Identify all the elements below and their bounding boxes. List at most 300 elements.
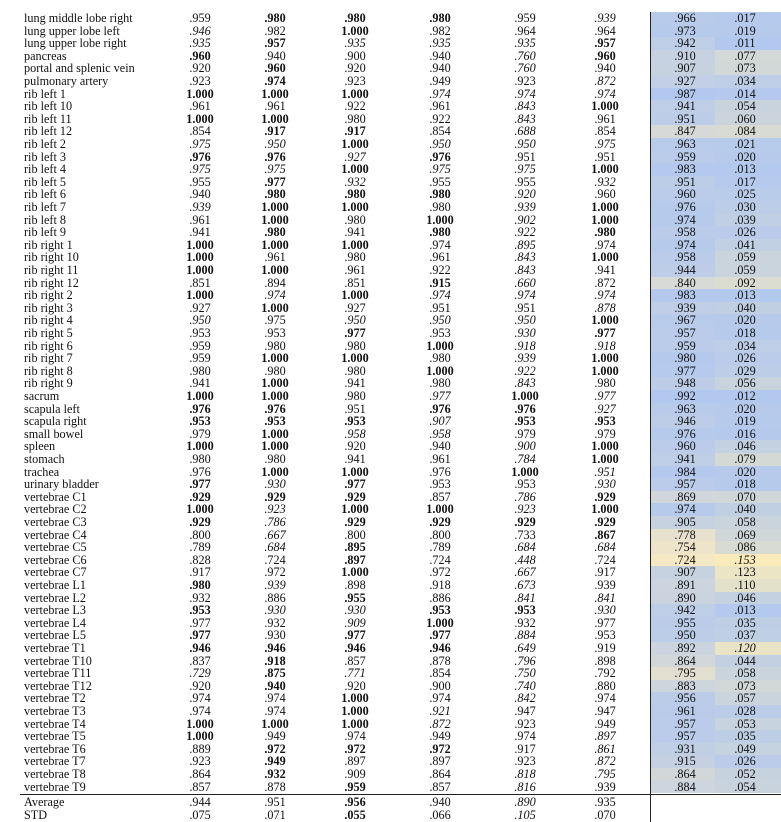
table-row [0, 692, 781, 705]
metric-cell: .886 [429, 590, 451, 605]
table-row [0, 554, 781, 567]
metric-cell: .975 [264, 313, 286, 328]
metric-cell: 1.000 [186, 263, 214, 277]
metric-cell: .920 [344, 61, 366, 76]
metric-cell: .910 [674, 48, 696, 63]
metric-cell: .927 [189, 300, 211, 315]
metric-cell: .939 [594, 779, 616, 794]
metric-cell: .854 [594, 124, 616, 139]
metric-cell: .949 [594, 716, 616, 731]
metric-cell: .950 [514, 137, 536, 151]
metric-cell: .075 [189, 807, 211, 822]
metric-cell: .917 [514, 741, 536, 756]
metric-cell: .073 [734, 61, 756, 76]
metric-cell: .940 [264, 48, 286, 63]
metric-cell: .956 [674, 691, 696, 706]
metric-cell: .977 [674, 363, 696, 378]
metric-cell: .073 [734, 678, 756, 693]
metric-cell: .039 [734, 212, 756, 227]
metric-cell: 1.000 [341, 23, 369, 38]
metric-cell: .956 [344, 795, 366, 810]
metric-cell: .917 [189, 565, 211, 580]
metric-cell: .976 [264, 149, 286, 164]
metric-cell: 1.000 [341, 691, 369, 706]
metric-cell: .975 [189, 137, 211, 151]
table-row [0, 214, 781, 227]
metric-cell: .800 [344, 527, 366, 542]
metric-cell: .030 [734, 200, 756, 214]
table-row [0, 100, 781, 113]
metric-cell: .949 [264, 729, 286, 744]
row-label: vertebrae L2 [24, 590, 86, 605]
metric-cell: .105 [514, 807, 536, 822]
row-label: vertebrae T12 [24, 678, 92, 693]
table-row [0, 705, 781, 718]
metric-cell: .974 [594, 86, 616, 101]
row-label: vertebrae T3 [24, 704, 86, 718]
metric-cell: .922 [514, 363, 536, 378]
metric-cell: .011 [734, 36, 756, 51]
metric-cell: .895 [514, 237, 536, 252]
metric-cell: .941 [344, 452, 366, 466]
metric-cell: .040 [734, 300, 756, 315]
metric-cell: .878 [594, 300, 616, 315]
summary-row [0, 809, 781, 822]
metric-cell: .733 [514, 527, 536, 542]
table-row [0, 163, 781, 176]
metric-cell: .953 [514, 414, 536, 429]
metric-cell: .976 [429, 149, 451, 164]
table-row [0, 327, 781, 340]
row-label: rib left 9 [24, 225, 66, 240]
table-row [0, 264, 781, 277]
metric-cell: .974 [264, 74, 286, 88]
metric-cell: .841 [594, 590, 616, 605]
metric-cell: .980 [264, 11, 286, 25]
row-label: rib left 1 [24, 86, 66, 101]
metric-cell: .953 [189, 603, 211, 618]
metric-cell: .857 [344, 653, 366, 668]
metric-cell: .897 [344, 754, 366, 769]
metric-cell: .958 [429, 426, 451, 441]
metric-cell: .957 [264, 36, 286, 51]
metric-cell: .980 [429, 11, 451, 25]
metric-cell: .940 [594, 61, 616, 76]
metric-cell: 1.000 [186, 389, 214, 403]
metric-cell: .034 [734, 338, 756, 353]
metric-cell: .953 [344, 414, 366, 429]
row-label: vertebrae C1 [24, 489, 87, 504]
metric-cell: .980 [264, 363, 286, 378]
metric-cell: .974 [594, 237, 616, 252]
metric-cell: .939 [594, 11, 616, 25]
metric-cell: .939 [674, 300, 696, 315]
metric-cell: 1.000 [591, 99, 619, 114]
metric-cell: 1.000 [186, 111, 214, 126]
metric-cell: .056 [734, 376, 756, 391]
metric-cell: .949 [264, 754, 286, 769]
metric-cell: .953 [264, 326, 286, 340]
row-label: rib left 12 [24, 124, 73, 139]
metric-cell: .951 [514, 300, 536, 315]
metric-cell: .069 [734, 527, 756, 542]
table-row [0, 541, 781, 554]
metric-cell: 1.000 [426, 502, 454, 517]
metric-cell: .084 [734, 124, 756, 139]
table-row [0, 151, 781, 164]
metric-cell: .028 [734, 704, 756, 718]
table-row [0, 642, 781, 655]
metric-cell: .977 [189, 615, 211, 630]
row-label: rib right 9 [24, 376, 73, 391]
metric-cell: .851 [189, 275, 211, 290]
table-row [0, 428, 781, 441]
metric-cell: .894 [264, 275, 286, 290]
metric-cell: .977 [344, 326, 366, 340]
metric-cell: .918 [514, 338, 536, 353]
metric-cell: 1.000 [186, 250, 214, 265]
row-label: Average [24, 795, 65, 810]
metric-cell: .942 [674, 603, 696, 618]
metric-cell: 1.000 [591, 439, 619, 454]
row-label: rib left 3 [24, 149, 66, 164]
metric-cell: .930 [264, 603, 286, 618]
table-row [0, 503, 781, 516]
metric-cell: .960 [674, 187, 696, 202]
metric-cell: .977 [429, 389, 451, 403]
metric-cell: .976 [429, 464, 451, 479]
metric-cell: .953 [514, 603, 536, 618]
metric-cell: .980 [429, 225, 451, 240]
metric-cell: .939 [189, 200, 211, 214]
metric-cell: .979 [189, 426, 211, 441]
table-row [0, 277, 781, 290]
metric-cell: .977 [189, 628, 211, 643]
metric-cell: .950 [514, 313, 536, 328]
metric-cell: .724 [264, 552, 286, 567]
metric-cell: .961 [264, 99, 286, 114]
row-label: rib left 7 [24, 200, 66, 214]
metric-cell: .955 [514, 174, 536, 189]
metric-cell: .915 [674, 754, 696, 769]
metric-cell: .976 [674, 200, 696, 214]
metric-cell: 1.000 [341, 351, 369, 366]
metric-cell: .890 [674, 590, 696, 605]
metric-cell: .957 [674, 326, 696, 340]
row-label: rib right 11 [24, 263, 79, 277]
metric-cell: .980 [594, 376, 616, 391]
metric-cell: .059 [734, 263, 756, 277]
metric-cell: .917 [594, 565, 616, 580]
metric-cell: .800 [429, 527, 451, 542]
metric-cell: .974 [514, 288, 536, 303]
metric-cell: .079 [734, 452, 756, 466]
metric-cell: .020 [734, 149, 756, 164]
table-row [0, 566, 781, 579]
table-row [0, 629, 781, 642]
table-row [0, 75, 781, 88]
metric-cell: .980 [264, 452, 286, 466]
metric-cell: .980 [189, 452, 211, 466]
row-label: vertebrae T1 [24, 641, 86, 655]
metric-cell: .961 [594, 111, 616, 126]
metric-cell: .980 [344, 111, 366, 126]
metric-cell: .958 [674, 250, 696, 265]
metric-cell: .013 [734, 162, 756, 177]
metric-cell: .941 [594, 263, 616, 277]
metric-cell: .026 [734, 754, 756, 769]
metric-cell: .974 [264, 704, 286, 718]
metric-cell: .964 [514, 23, 536, 38]
metric-cell: .837 [189, 653, 211, 668]
metric-cell: .921 [429, 704, 451, 718]
row-label: rib left 5 [24, 174, 66, 189]
metric-cell: .880 [594, 678, 616, 693]
metric-cell: .110 [734, 578, 756, 592]
metric-cell: .961 [429, 250, 451, 265]
metric-cell: 1.000 [261, 376, 289, 391]
table-row [0, 251, 781, 264]
metric-cell: .854 [429, 666, 451, 681]
metric-cell: .972 [344, 741, 366, 756]
metric-cell: .959 [674, 149, 696, 164]
metric-cell: .975 [189, 162, 211, 177]
metric-cell: .959 [514, 11, 536, 25]
metric-cell: .897 [594, 729, 616, 744]
metric-cell: .947 [514, 704, 536, 718]
metric-cell: .448 [514, 552, 536, 567]
metric-cell: .026 [734, 351, 756, 366]
metric-cell: .923 [189, 74, 211, 88]
metric-cell: .029 [734, 363, 756, 378]
metric-cell: .729 [189, 666, 211, 681]
metric-cell: .867 [594, 527, 616, 542]
table-row [0, 138, 781, 151]
metric-cell: .972 [429, 565, 451, 580]
metric-cell: .950 [344, 313, 366, 328]
table-row [0, 12, 781, 25]
metric-cell: .939 [264, 578, 286, 592]
metric-cell: .974 [674, 502, 696, 517]
metric-cell: .939 [594, 578, 616, 592]
metric-cell: .963 [674, 401, 696, 416]
row-label: vertebrae T10 [24, 653, 92, 668]
metric-cell: 1.000 [261, 716, 289, 731]
metric-cell: .946 [344, 641, 366, 655]
table-row [0, 352, 781, 365]
metric-cell: .016 [734, 426, 756, 441]
metric-cell: .851 [344, 275, 366, 290]
metric-cell: .058 [734, 515, 756, 529]
metric-cell: .917 [264, 124, 286, 139]
metric-cell: .869 [674, 489, 696, 504]
metric-cell: .843 [514, 99, 536, 114]
metric-cell: .054 [734, 779, 756, 794]
metric-cell: .077 [734, 48, 756, 63]
metric-cell: .980 [594, 225, 616, 240]
table-row [0, 440, 781, 453]
metric-cell: .974 [429, 288, 451, 303]
metric-cell: .964 [594, 23, 616, 38]
metric-cell: .939 [514, 200, 536, 214]
metric-cell: .760 [514, 61, 536, 76]
metric-cell: .929 [189, 489, 211, 504]
metric-cell: .920 [344, 439, 366, 454]
metric-cell: .955 [189, 174, 211, 189]
metric-cell: .897 [429, 754, 451, 769]
row-label: vertebrae T8 [24, 767, 86, 781]
metric-cell: .957 [674, 477, 696, 492]
metric-cell: .020 [734, 401, 756, 416]
table-row [0, 302, 781, 315]
table-row [0, 453, 781, 466]
metric-cell: .795 [674, 666, 696, 681]
metric-cell: .054 [734, 99, 756, 114]
metric-cell: .946 [674, 414, 696, 429]
metric-cell: .961 [264, 250, 286, 265]
metric-cell: .920 [189, 61, 211, 76]
metric-cell: 1.000 [186, 729, 214, 744]
metric-cell: .940 [429, 48, 451, 63]
metric-cell: .034 [734, 74, 756, 88]
metric-cell: .946 [264, 641, 286, 655]
metric-cell: .883 [674, 678, 696, 693]
metric-cell: .927 [594, 401, 616, 416]
row-label: vertebrae T11 [24, 666, 92, 681]
table-row [0, 730, 781, 743]
metric-cell: .897 [344, 552, 366, 567]
metric-cell: .932 [344, 174, 366, 189]
metric-cell: .872 [594, 754, 616, 769]
table-row [0, 466, 781, 479]
metric-cell: 1.000 [591, 452, 619, 466]
metric-cell: .796 [514, 653, 536, 668]
row-label: rib right 7 [24, 351, 73, 366]
metric-cell: .902 [514, 212, 536, 227]
metric-cell: .974 [429, 86, 451, 101]
metric-cell: .923 [189, 754, 211, 769]
metric-cell: .982 [429, 23, 451, 38]
metric-cell: .920 [189, 678, 211, 693]
metric-cell: .018 [734, 326, 756, 340]
metric-cell: .977 [594, 389, 616, 403]
metric-cell: .920 [514, 187, 536, 202]
metric-cell: .992 [674, 389, 696, 403]
metric-cell: .975 [514, 162, 536, 177]
metric-cell: .760 [514, 48, 536, 63]
metric-cell: 1.000 [341, 137, 369, 151]
metric-cell: 1.000 [341, 288, 369, 303]
metric-cell: .951 [594, 464, 616, 479]
metric-cell: .929 [429, 515, 451, 529]
metric-cell: .950 [429, 137, 451, 151]
metric-cell: 1.000 [591, 313, 619, 328]
metric-cell: .789 [189, 540, 211, 555]
metric-cell: .941 [189, 225, 211, 240]
row-label: rib right 5 [24, 326, 73, 340]
metric-cell: .957 [594, 36, 616, 51]
metric-cell: .980 [429, 351, 451, 366]
metric-cell: 1.000 [341, 565, 369, 580]
metric-cell: .980 [344, 187, 366, 202]
metric-cell: .958 [674, 225, 696, 240]
table-row [0, 62, 781, 75]
metric-cell: .941 [674, 452, 696, 466]
metric-cell: .927 [344, 149, 366, 164]
metric-cell: 1.000 [591, 212, 619, 227]
metric-cell: .878 [264, 779, 286, 794]
metric-cell: .684 [514, 540, 536, 555]
metric-cell: .907 [674, 61, 696, 76]
metric-cell: .786 [264, 515, 286, 529]
metric-cell: .070 [734, 489, 756, 504]
metric-cell: .953 [594, 414, 616, 429]
metric-cell: .092 [734, 275, 756, 290]
metric-cell: .980 [264, 225, 286, 240]
table-row [0, 755, 781, 768]
metric-cell: .961 [674, 704, 696, 718]
metric-cell: .854 [189, 124, 211, 139]
metric-cell: .974 [514, 729, 536, 744]
metric-cell: .972 [264, 565, 286, 580]
metric-cell: .918 [264, 653, 286, 668]
metric-cell: .958 [344, 426, 366, 441]
metric-cell: .740 [514, 678, 536, 693]
metric-cell: .017 [734, 11, 756, 25]
metric-cell: 1.000 [511, 464, 539, 479]
metric-cell: .778 [674, 527, 696, 542]
metric-cell: 1.000 [186, 716, 214, 731]
metric-cell: 1.000 [261, 464, 289, 479]
row-label: vertebrae T5 [24, 729, 86, 744]
metric-cell: 1.000 [261, 212, 289, 227]
metric-cell: .922 [429, 263, 451, 277]
row-label: vertebrae T6 [24, 741, 86, 756]
metric-cell: .982 [264, 23, 286, 38]
metric-cell: .932 [264, 767, 286, 781]
metric-cell: 1.000 [426, 338, 454, 353]
row-label: vertebrae C2 [24, 502, 87, 517]
metric-cell: .960 [189, 48, 211, 63]
row-label: stomach [24, 452, 65, 466]
metric-cell: .786 [514, 489, 536, 504]
metric-cell: .842 [514, 691, 536, 706]
metric-cell: .939 [514, 351, 536, 366]
metric-cell: .955 [344, 590, 366, 605]
metric-cell: .864 [674, 767, 696, 781]
metric-cell: .907 [674, 565, 696, 580]
metric-cell: .898 [344, 578, 366, 592]
metric-cell: .900 [344, 48, 366, 63]
metric-cell: .951 [514, 149, 536, 164]
metric-cell: .025 [734, 187, 756, 202]
metric-cell: .974 [674, 212, 696, 227]
metric-cell: 1.000 [261, 426, 289, 441]
metric-cell: .049 [734, 741, 756, 756]
metric-cell: .929 [344, 515, 366, 529]
metric-cell: .980 [264, 187, 286, 202]
metric-cell: .940 [429, 439, 451, 454]
row-label: vertebrae C3 [24, 515, 87, 529]
metric-cell: .983 [674, 162, 696, 177]
metric-cell: .961 [429, 452, 451, 466]
metric-cell: .966 [674, 11, 696, 25]
metric-cell: .900 [514, 439, 536, 454]
metric-cell: .944 [189, 795, 211, 810]
metric-cell: .935 [514, 36, 536, 51]
metric-cell: .980 [344, 212, 366, 227]
metric-cell: 1.000 [261, 200, 289, 214]
